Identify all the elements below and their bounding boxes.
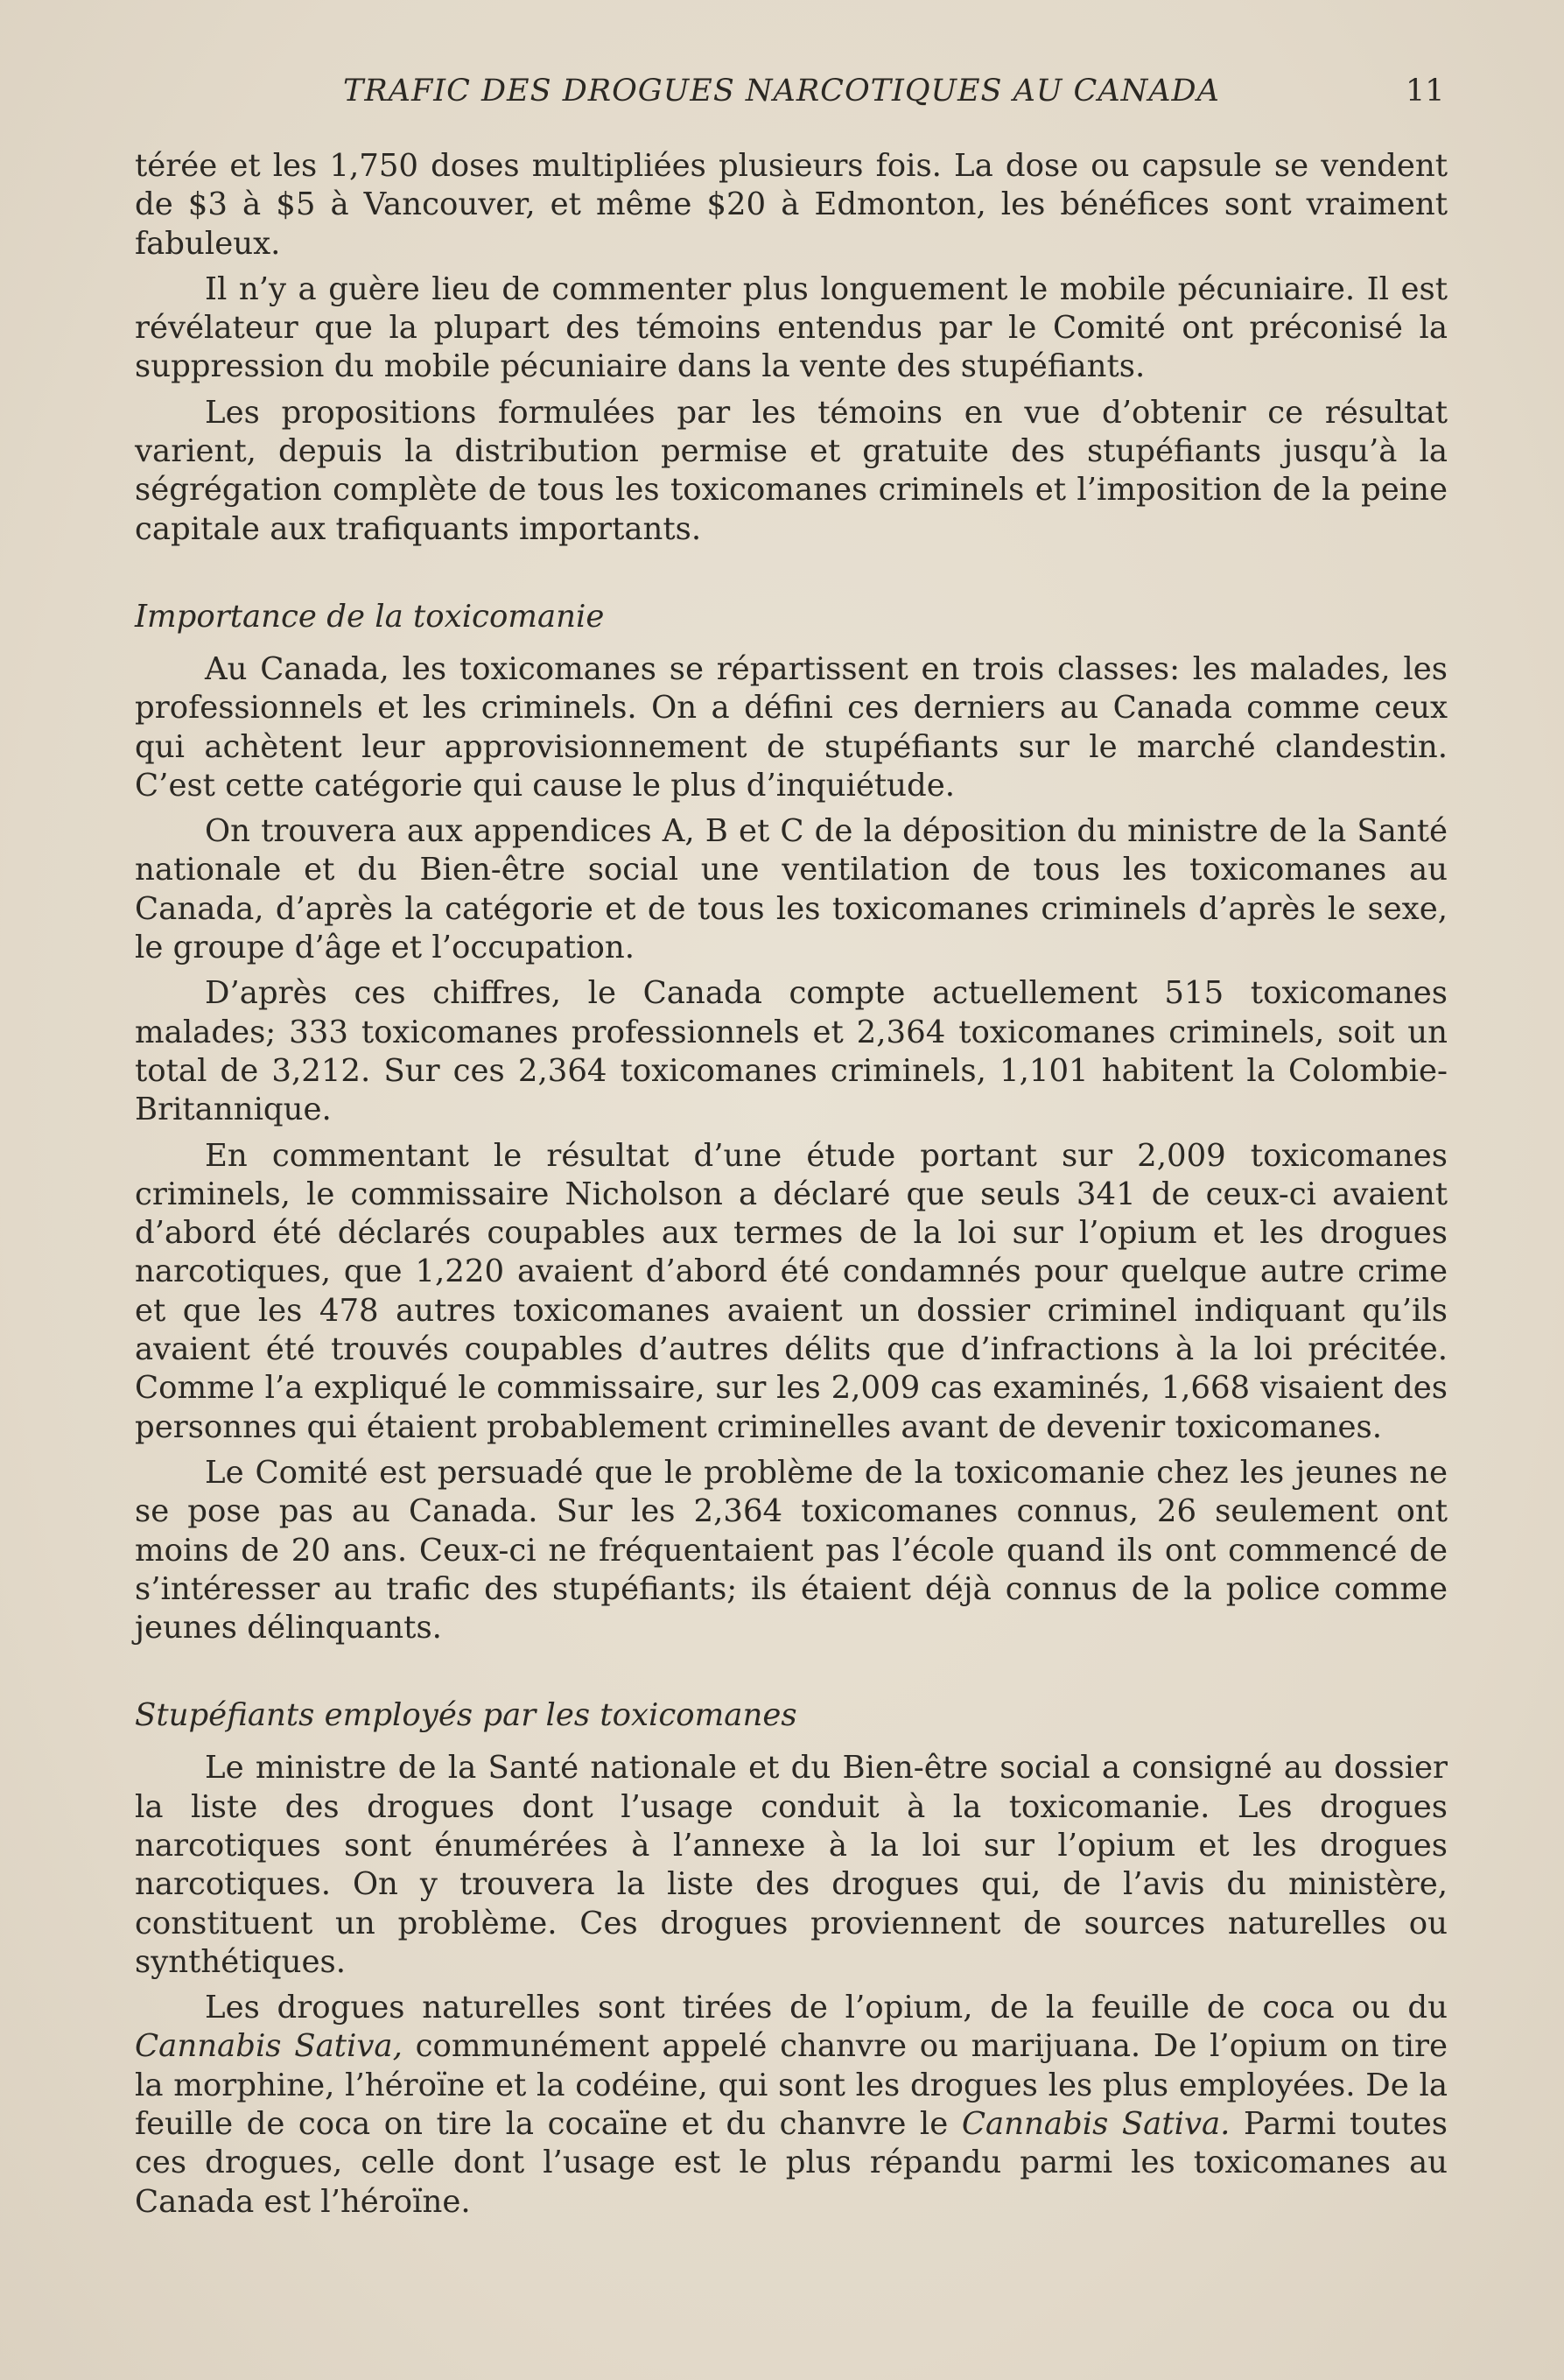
text-run: communément appelé chanvre ou marijuana. De l’opium on tire la morphine, l’héroïne et la codéine, qui sont les drogues les plus employées. De la feuille de coca on tire la cocaïne et du chanvre le xyxy=(135,2028,1448,2143)
section-heading: Stupéfiants employés par les toxicomanes xyxy=(135,1697,797,1734)
paragraph: Il n’y a guère lieu de commenter plus longuement le mobile pécuniaire. Il est révélateur que la plupart des témoins entendus par le Comité ont préconisé la suppression du mobile pécuniaire dans la vente des stupéfiants. xyxy=(135,270,1448,385)
italic-term: Cannabis Sativa. xyxy=(961,2106,1231,2143)
paragraph: Le Comité est persuadé que le problème de la toxicomanie chez les jeunes ne se pose pas au Canada. Sur les 2,364 toxicomanes connus, 26 seulement ont moins de 20 ans. Ceux-ci ne fréquentaient pas l’école quand ils ont commencé de s’intéresser au trafic des stupéfiants; ils étaient déjà connus de la police comme jeunes délinquants. xyxy=(135,1454,1448,1646)
paragraph: On trouvera aux appendices A, B et C de la déposition du ministre de la Santé nationale et du Bien-être social une ventilation de tous les toxicomanes au Canada, d’après la catégorie et de tous les toxicomanes criminels d’après le sexe, le groupe d’âge et l’occupation. xyxy=(135,813,1448,966)
paragraph: térée et les 1,750 doses multipliées plusieurs fois. La dose ou capsule se vendent de $3 à $5 à Vancouver, et même $20 à Edmonton, les bénéfices sont vraiment fabuleux. xyxy=(135,148,1448,262)
page-number: 11 xyxy=(1406,74,1445,109)
paragraph: D’après ces chiffres, le Canada compte actuellement 515 toxicomanes malades; 333 toxicomanes professionnels et 2,364 toxicomanes criminels, soit un total de 3,212. Sur ces 2,364 toxicomanes criminels, 1,101 habitent la Colombie-Britannique. xyxy=(135,975,1448,1128)
section-heading: Importance de la toxicomanie xyxy=(135,598,605,635)
text-run: Parmi toutes ces drogues, celle dont l’usage est le plus répandu parmi les toxicomanes au Canada est l’héroïne. xyxy=(135,2106,1448,2220)
paragraph: Le ministre de la Santé nationale et du Bien-être social a consigné au dossier la liste des drogues dont l’usage conduit à la toxicomanie. Les drogues narcotiques sont énumérées à l’annexe à la loi sur l’opium et les drogues narcotiques. On y trouvera la liste des drogues qui, de l’avis du ministère, constituent un problème. Ces drogues proviennent de sources naturelles ou synthétiques. xyxy=(135,1750,1448,1980)
running-title: TRAFIC DES DROGUES NARCOTIQUES AU CANADA xyxy=(343,74,1220,109)
body-text xyxy=(135,147,1448,2229)
paragraph: En commentant le résultat d’une étude portant sur 2,009 toxicomanes criminels, le commissaire Nicholson a déclaré que seuls 341 de ceux-ci avaient d’abord été déclarés coupables aux termes de la loi sur l’opium et les drogues narcotiques, que 1,220 avaient d’abord été condamnés pour quelque autre crime et que les 478 autres toxicomanes avaient un dossier criminel indiquant qu’ils avaient été trouvés coupables d’autres délits que d’infractions à la loi précitée. Comme l’a expliqué le commissaire, sur les 2,009 cas examinés, 1,668 visaient des personnes qui étaient probablement criminelles avant de devenir toxicomanes. xyxy=(135,1137,1448,1445)
paragraph: Les propositions formulées par les témoins en vue d’obtenir ce résultat varient, depuis la distribution permise et gratuite des stupéfiants jusqu’à la ségrégation complète de tous les toxicomanes criminels et l’imposition de la peine capitale aux trafiquants importants. xyxy=(135,394,1448,547)
italic-term: Cannabis Sativa, xyxy=(135,2028,403,2065)
paragraph: Au Canada, les toxicomanes se répartissent en trois classes: les malades, les professionnels et les criminels. On a défini ces derniers au Canada comme ceux qui achètent leur approvisionnement de stupéfiants sur le marché clandestin. C’est cette catégorie qui cause le plus d’inquiétude. xyxy=(135,650,1448,804)
text-run: Les drogues naturelles sont tirées de l’opium, de la feuille de coca ou du xyxy=(205,1990,1448,2026)
paragraph xyxy=(135,1989,1448,2222)
